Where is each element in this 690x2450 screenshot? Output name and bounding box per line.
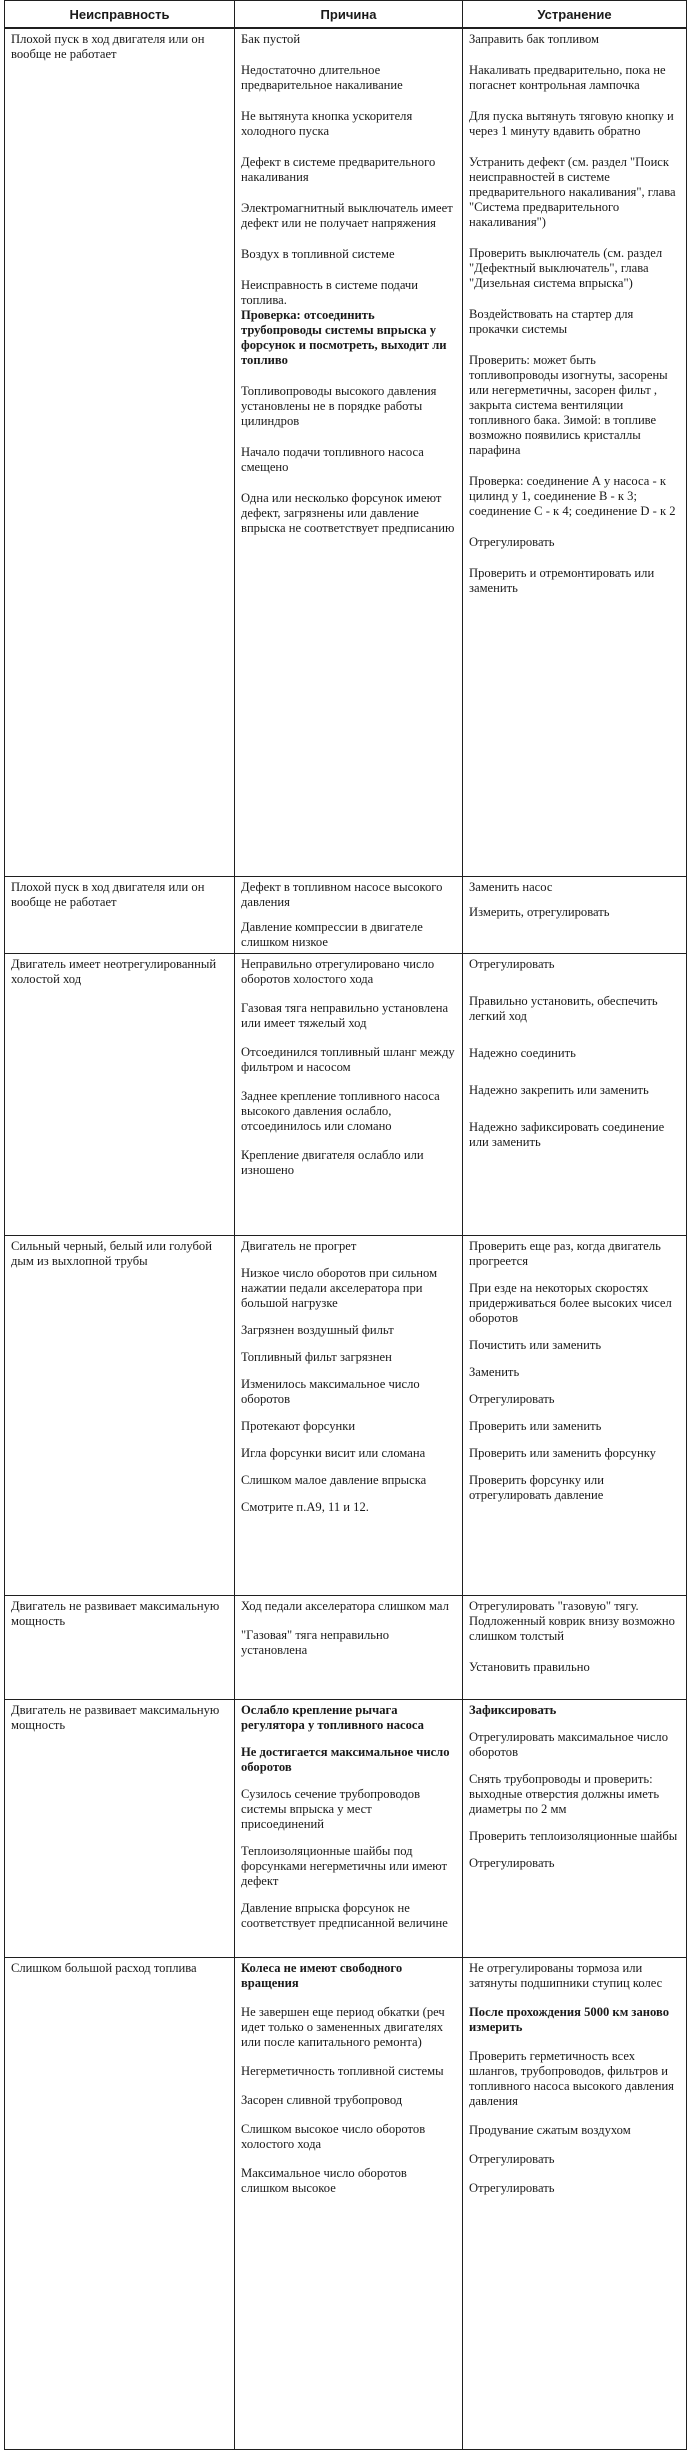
cause-text: "Газовая" тяга неправильно установлена [241, 1627, 390, 1657]
fix-text: Устранить дефект (см. раздел "Поиск неисправностей в системе предварительного накаливания", глава "Система предварительного накаливания") [469, 155, 676, 229]
cause-extra-text: Проверка: отсоединить трубопроводы системы впрыска у форсунок и посмотреть, выходит ли топливо [241, 308, 447, 367]
fix-item [469, 880, 680, 895]
cause-text: Изменилось максимальное число оборотов [241, 1376, 420, 1406]
fix-text: Отрегулировать [469, 535, 555, 549]
fix-item [469, 1083, 680, 1098]
fix-text: Проверить или заменить форсунку [469, 1445, 656, 1460]
cause-text: Протекают форсунки [241, 1418, 356, 1433]
fix-text: Проверить форсунку или отрегулировать давление [469, 1472, 604, 1502]
fix-item [469, 1660, 680, 1675]
cause-cell [235, 1699, 463, 1957]
fix-text: Отрегулировать [469, 2180, 555, 2195]
fix-text: Отрегулировать [469, 1391, 555, 1406]
fix-text: Отрегулировать "газовую" тягу. Подложенный коврик внизу возможно слишком толстый [469, 1598, 675, 1643]
fix-text: Продувание сжатым воздухом [469, 2122, 631, 2137]
fix-text: Установить правильно [469, 1659, 590, 1674]
cause-text: Дефект в системе предварительного накаливания [241, 155, 436, 184]
troubleshooting-table [4, 0, 687, 2450]
fix-text: Надежно закрепить или заменить [469, 1082, 649, 1097]
cause-text: Смотрите п.А9, 11 и 12. [241, 1499, 369, 1514]
cause-item [241, 1901, 456, 1931]
fix-cell [463, 1957, 687, 2449]
cause-text: Начало подачи топливного насоса смещено [241, 445, 424, 474]
fix-text: Отрегулировать [469, 956, 555, 971]
cause-text: Крепление двигателя ослабло или изношено [241, 1147, 424, 1177]
fix-text: Надежно зафиксировать соединение или заменить [469, 1119, 665, 1149]
cause-item [241, 957, 456, 987]
header-cause: Причина [235, 1, 463, 29]
cause-item [241, 1089, 456, 1134]
fault-cell: Двигатель не развивает максимальную мощность [5, 1595, 235, 1699]
fix-text: Для пуска вытянуть тяговую кнопку и через 1 минуту вдавить обратно [469, 109, 674, 138]
cause-item [241, 1787, 456, 1832]
table-row [5, 28, 687, 876]
fix-text: Не отрегулированы тормоза или затянуты подшипники ступиц колес [469, 1960, 663, 1990]
fix-cell [463, 28, 687, 876]
cause-text: Слишком высокое число оборотов холостого хода [241, 2121, 426, 2151]
fix-text: Зафиксировать [469, 1702, 557, 1717]
cause-item [241, 2122, 456, 2152]
cause-item [241, 1323, 456, 1338]
cause-cell [235, 1235, 463, 1595]
cause-text: Топливопроводы высокого давления установлены не в порядке работы цилиндров [241, 384, 437, 428]
cause-item [241, 247, 456, 262]
cause-text: Засорен сливной трубопровод [241, 2092, 403, 2107]
fix-item [469, 1829, 680, 1844]
fix-item [469, 1599, 680, 1644]
fix-item [469, 1281, 680, 1326]
fix-item [469, 1419, 680, 1434]
fix-item [469, 1856, 680, 1871]
fix-item [469, 246, 680, 291]
fix-text: Накаливать предварительно, пока не погаснет контрольная лампочка [469, 63, 666, 92]
fix-item [469, 2005, 680, 2035]
cause-item [241, 384, 456, 429]
fix-text: Проверить герметичность всех шлангов, трубопроводов, фильтров и топливного насоса высокого давления давления [469, 2048, 674, 2108]
cause-text: Не вытянута кнопка ускорителя холодного пуска [241, 109, 413, 138]
fix-item [469, 155, 680, 230]
cause-item [241, 155, 456, 185]
cause-item [241, 1961, 456, 1991]
cause-text: Теплоизоляционные шайбы под форсунками негерметичны или имеют дефект [241, 1843, 448, 1888]
cause-text: Заднее крепление топливного насоса высокого давления ослабло, отсоединилось или сломано [241, 1088, 440, 1133]
cause-text: Низкое число оборотов при сильном нажатии педали акселератора при большой нагрузке [241, 1265, 438, 1310]
cause-text: Не достигается максимальное число оборотов [241, 1744, 450, 1774]
cause-item [241, 1473, 456, 1488]
cause-cell [235, 1595, 463, 1699]
header-fault: Неисправность [5, 1, 235, 29]
fix-item [469, 1772, 680, 1817]
cause-text: Ослабло крепление рычага регулятора у топливного насоса [241, 1702, 424, 1732]
fix-item [469, 905, 680, 920]
cause-text: Воздух в топливной системе [241, 247, 395, 261]
fix-text: Проверить выключатель (см. раздел "Дефектный выключатель", глава "Дизельная система впрыска") [469, 246, 663, 290]
cause-item [241, 880, 456, 910]
header-row [5, 1, 687, 29]
cause-item [241, 1419, 456, 1434]
table-body [5, 28, 687, 2449]
table-row [5, 1957, 687, 2449]
fix-cell [463, 1235, 687, 1595]
cause-text: Колеса не имеют свободного вращения [241, 1960, 403, 1990]
cause-item [241, 1148, 456, 1178]
fix-item [469, 32, 680, 47]
fix-cell [463, 1699, 687, 1957]
cause-item [241, 1350, 456, 1365]
cause-item [241, 1266, 456, 1311]
fix-item [469, 994, 680, 1024]
cause-text: Одна или несколько форсунок имеют дефект, загрязнены или давление впрыска не соответствует предписанию [241, 491, 455, 535]
cause-text: Неисправность в системе подачи топлива. [241, 278, 418, 307]
cause-text: Топливный фильт загрязнен [241, 1349, 392, 1364]
fix-item [469, 307, 680, 337]
cause-text: Бак пустой [241, 32, 301, 46]
fix-text: Отрегулировать максимальное число оборотов [469, 1729, 668, 1759]
cause-item [241, 63, 456, 93]
cause-item [241, 1377, 456, 1407]
fix-text: Проверить еще раз, когда двигатель прогреется [469, 1238, 661, 1268]
fix-text: Почистить или заменить [469, 1337, 602, 1352]
cause-item [241, 1745, 456, 1775]
fix-text: Проверить теплоизоляционные шайбы [469, 1828, 678, 1843]
cause-item [241, 109, 456, 139]
fault-cell: Плохой пуск в ход двигателя или он вообще не работает [5, 28, 235, 876]
cause-item [241, 2005, 456, 2050]
cause-item [241, 201, 456, 231]
cause-text: Газовая тяга неправильно установлена или имеет тяжелый ход [241, 1000, 449, 1030]
fix-item [469, 1338, 680, 1353]
cause-text: Давление компрессии в двигателе слишком низкое [241, 919, 423, 949]
cause-cell [235, 876, 463, 953]
fix-text: При езде на некоторых скоростях придерживаться более высоких чисел оборотов [469, 1280, 672, 1325]
fix-text: Правильно установить, обеспечить легкий ход [469, 993, 658, 1023]
fault-cell: Плохой пуск в ход двигателя или он вообще не работает [5, 876, 235, 953]
fix-text: Отрегулировать [469, 1855, 555, 1870]
cause-text: Дефект в топливном насосе высокого давления [241, 879, 443, 909]
cause-item [241, 278, 456, 368]
fix-text: Измерить, отрегулировать [469, 904, 610, 919]
fix-item [469, 474, 680, 519]
fix-item [469, 535, 680, 550]
fix-item [469, 109, 680, 139]
fix-text: После прохождения 5000 км заново измерить [469, 2004, 670, 2034]
cause-item [241, 491, 456, 536]
cause-item [241, 1239, 456, 1254]
fix-item [469, 1961, 680, 1991]
cause-text: Загрязнен воздушный фильт [241, 1322, 394, 1337]
fix-item [469, 1120, 680, 1150]
fix-item [469, 1239, 680, 1269]
fix-item [469, 566, 680, 596]
cause-text: Давление впрыска форсунок не соответствует предписанной величине [241, 1900, 448, 1930]
cause-text: Максимальное число оборотов слишком высокое [241, 2165, 407, 2195]
cause-item [241, 1446, 456, 1461]
fix-text: Проверить или заменить [469, 1418, 602, 1433]
fix-cell [463, 876, 687, 953]
cause-text: Двигатель не прогрет [241, 1238, 357, 1253]
cause-item [241, 920, 456, 950]
cause-text: Отсоединился топливный шланг между фильтром и насосом [241, 1044, 455, 1074]
cause-item [241, 2093, 456, 2108]
cause-cell [235, 1957, 463, 2449]
fault-cell: Двигатель имеет неотрегулированный холостой ход [5, 953, 235, 1235]
fix-item [469, 2152, 680, 2167]
cause-item [241, 445, 456, 475]
cause-text: Неправильно отрегулировано число оборотов холостого хода [241, 956, 435, 986]
fix-item [469, 1473, 680, 1503]
header-fix: Устранение [463, 1, 687, 29]
fix-text: Заменить насос [469, 879, 553, 894]
fix-item [469, 2123, 680, 2138]
fix-text: Проверить и отремонтировать или заменить [469, 566, 655, 595]
table-row [5, 953, 687, 1235]
fault-cell: Сильный черный, белый или голубой дым из выхлопной трубы [5, 1235, 235, 1595]
cause-item [241, 1628, 456, 1658]
cause-item [241, 2166, 456, 2196]
fix-text: Заменить [469, 1364, 520, 1379]
cause-text: Слишком малое давление впрыска [241, 1472, 427, 1487]
table-row [5, 1699, 687, 1957]
fix-item [469, 2181, 680, 2196]
cause-item [241, 1001, 456, 1031]
fix-item [469, 63, 680, 93]
fix-text: Снять трубопроводы и проверить: выходные отверстия должны иметь диаметры по 2 мм [469, 1771, 660, 1816]
cause-text: Негерметичность топливной системы [241, 2063, 444, 2078]
cause-item [241, 1703, 456, 1733]
fix-text: Проверка: соединение А у насоса - к цилинд у 1, соединение В - к 3; соединение С - к 4; соединение D - к 2 [469, 474, 676, 518]
table-row [5, 876, 687, 953]
fix-text: Отрегулировать [469, 2151, 555, 2166]
cause-cell [235, 953, 463, 1235]
cause-text: Не завершен еще период обкатки (реч идет только о замененных двигателях или после капитального ремонта) [241, 2004, 445, 2049]
cause-text: Ход педали акселератора слишком мал [241, 1598, 449, 1613]
cause-item [241, 1045, 456, 1075]
fix-item [469, 1046, 680, 1061]
fault-cell: Двигатель не развивает максимальную мощность [5, 1699, 235, 1957]
fix-cell [463, 953, 687, 1235]
cause-item [241, 1500, 456, 1515]
fix-item [469, 1730, 680, 1760]
fix-item [469, 2049, 680, 2109]
cause-item [241, 1844, 456, 1889]
fix-item [469, 1365, 680, 1380]
fix-item [469, 1446, 680, 1461]
fix-item [469, 1703, 680, 1718]
cause-text: Сузилось сечение трубопроводов системы впрыска у мест присоединений [241, 1786, 421, 1831]
cause-text: Электромагнитный выключатель имеет дефект или не получает напряжения [241, 201, 453, 230]
fix-text: Воздействовать на стартер для прокачки системы [469, 307, 634, 336]
cause-text: Недостаточно длительное предварительное накаливание [241, 63, 403, 92]
cause-text: Игла форсунки висит или сломана [241, 1445, 426, 1460]
fix-cell [463, 1595, 687, 1699]
cause-item [241, 1599, 456, 1614]
fix-item [469, 1392, 680, 1407]
fault-cell: Слишком большой расход топлива [5, 1957, 235, 2449]
cause-item [241, 2064, 456, 2079]
fix-text: Проверить: может быть топливопроводы изогнуты, засорены или негерметичны, засорен фильт , закрыта система вентиляции топливного бака. Зимой: в топливе возможно появились кристаллы парафина [469, 353, 668, 457]
table-row [5, 1235, 687, 1595]
fix-text: Надежно соединить [469, 1045, 576, 1060]
table-row [5, 1595, 687, 1699]
fix-text: Заправить бак топливом [469, 32, 599, 46]
cause-cell [235, 28, 463, 876]
fix-item [469, 353, 680, 458]
cause-item [241, 32, 456, 47]
fix-item [469, 957, 680, 972]
